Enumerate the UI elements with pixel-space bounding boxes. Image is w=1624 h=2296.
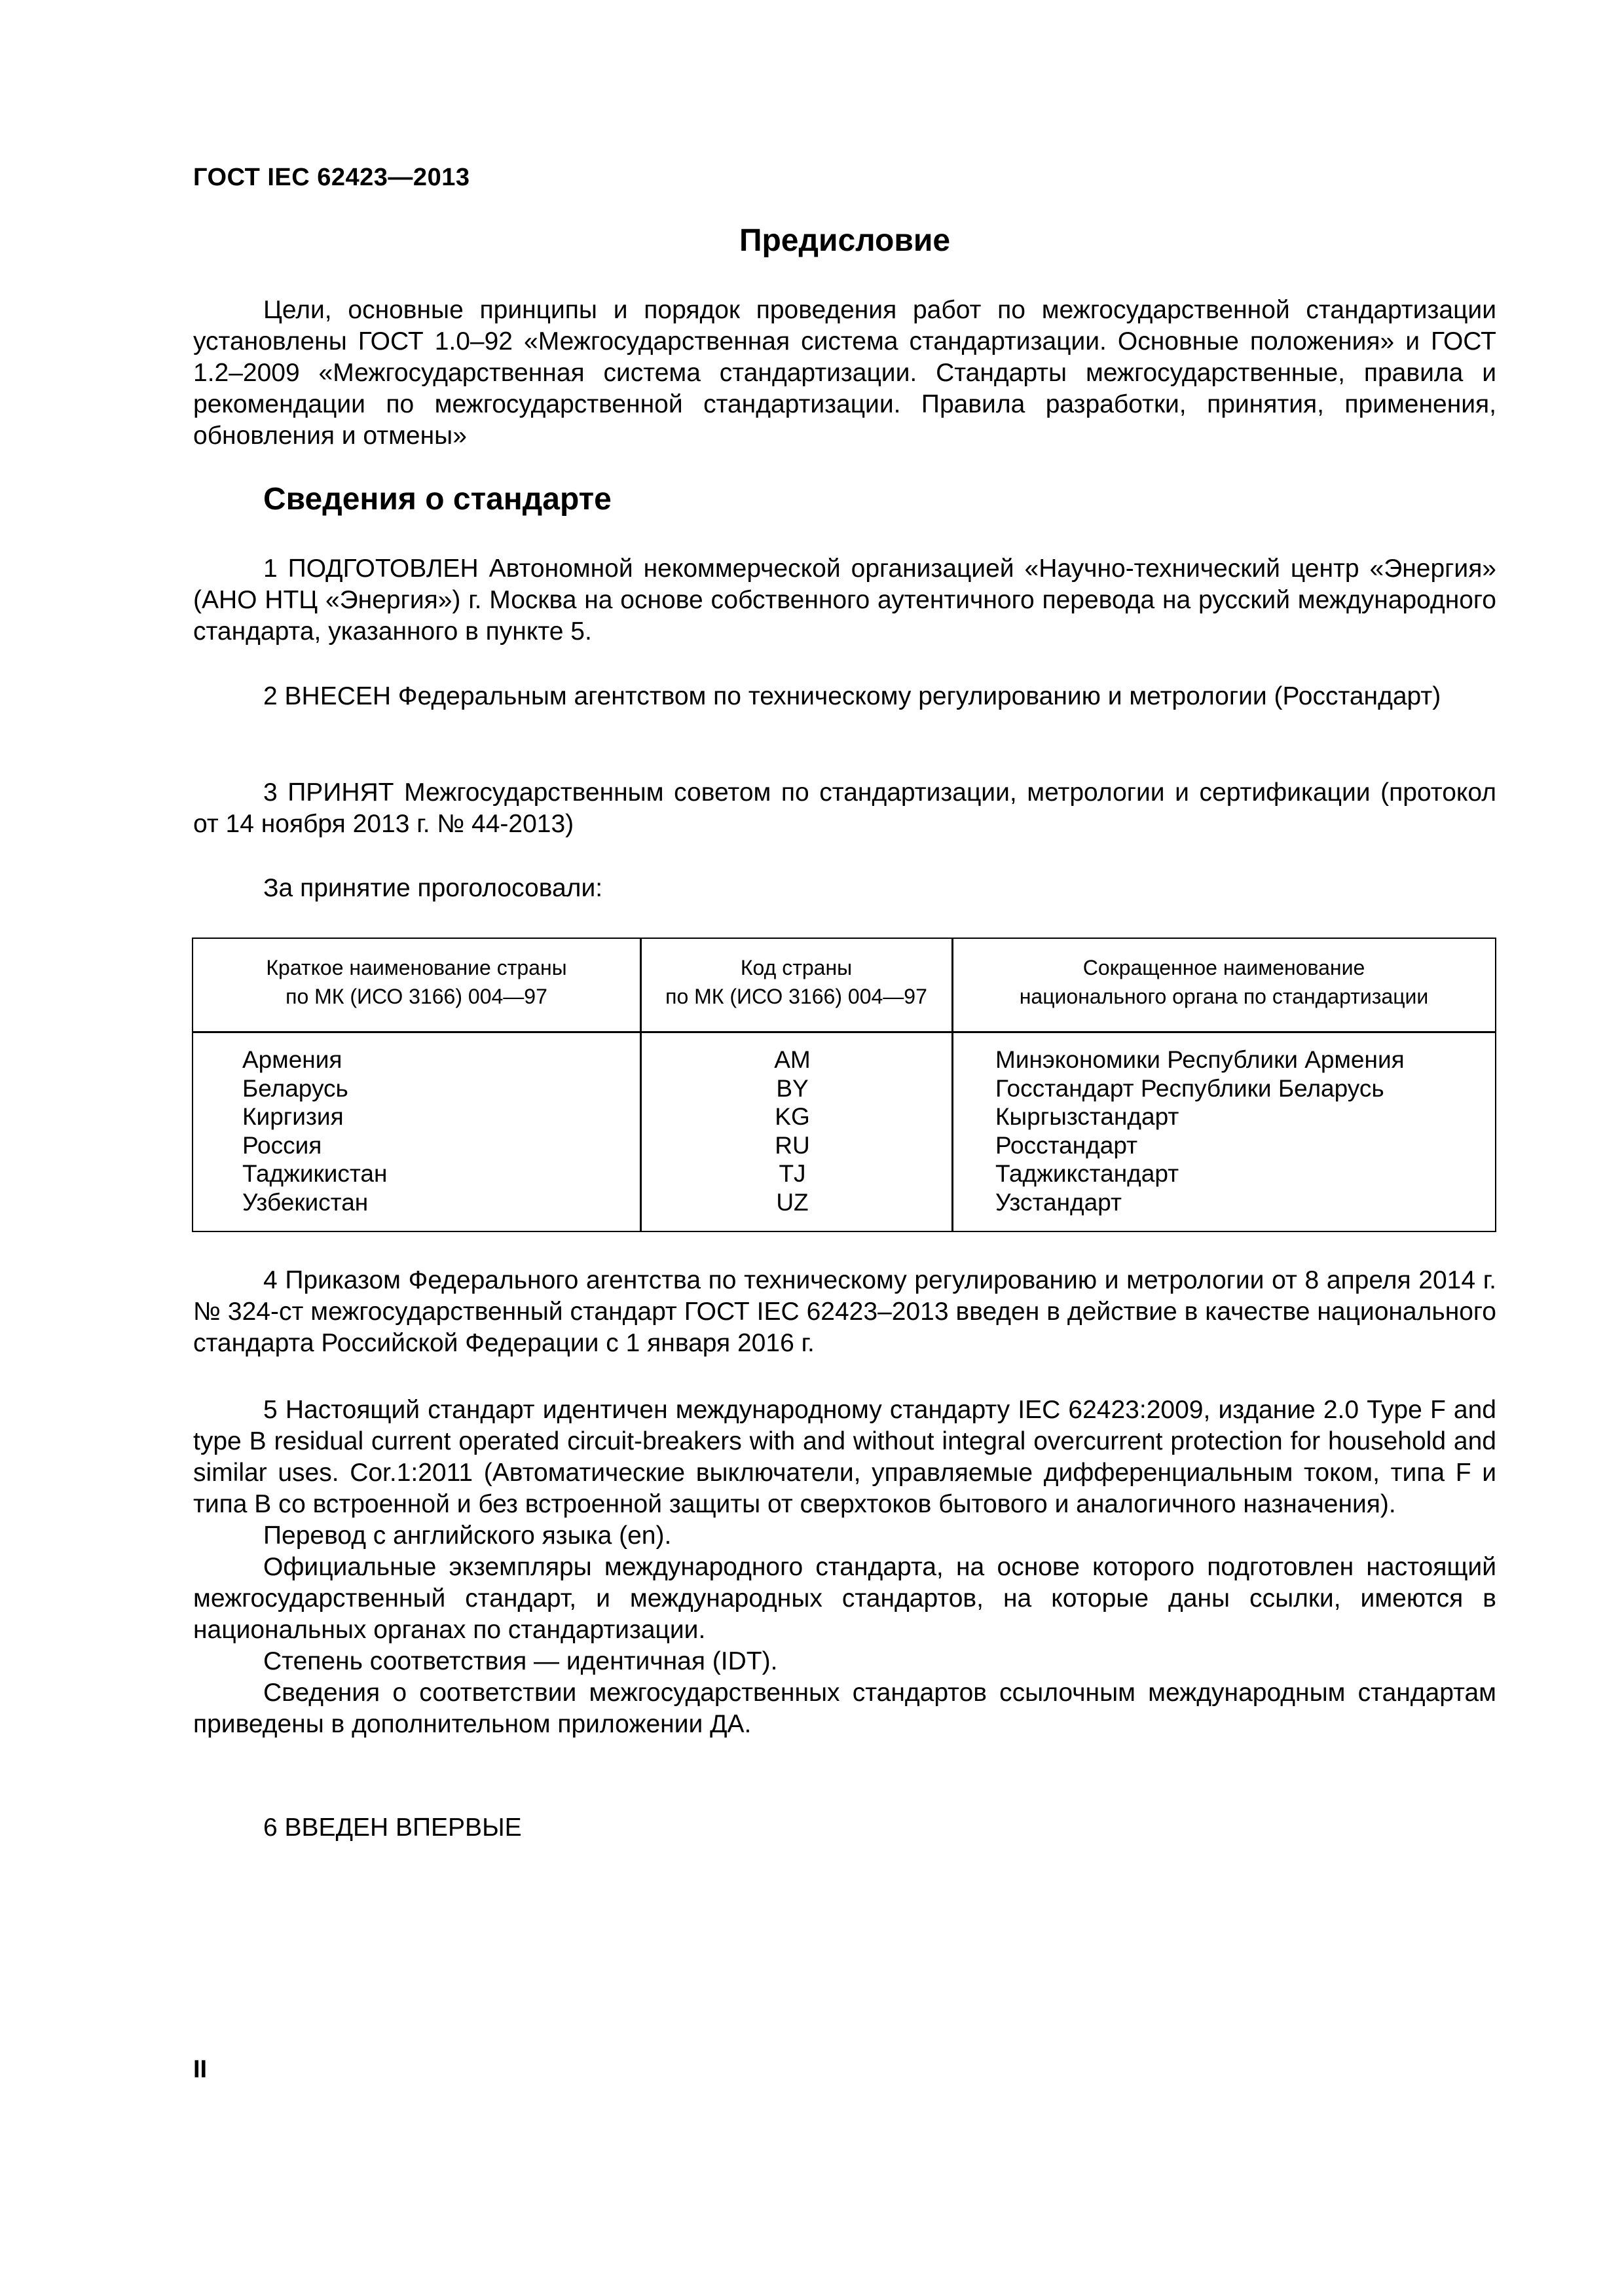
voting-countries-table [192,938,1496,1232]
item-5-section [193,1394,1496,1740]
item-3-section [193,777,1496,840]
preface-title: Предисловие [739,223,951,258]
item-4-paragraph: 4 Приказом Федерального агентства по техническому регулированию и метрологии от 8 апреля 2014 г. № 324-ст межгосударственный стандарт ГОСТ IEC 62423–2013 введен в действие в качестве национального стандарта Российской Федерации с 1 января 2016 г. [193,1266,1496,1357]
item-5-paragraph-1: 5 Настоящий стандарт идентичен международному стандарту IEC 62423:2009, издание 2.0 Type F and type B residual current operated circuit-breakers with and without integral overcurrent protection for household and similar uses. Cor.1:2011 (Автоматические выключатели, управляемые дифференциальным током, типа F и типа B со встроенной и без встроенной защиты от сверхтоков бытового и аналогичного назначения). [193,1396,1496,1518]
table-cell-org: Узстандарт [995,1188,1122,1216]
item-2-paragraph: 2 ВНЕСЕН Федеральным агентством по техническому регулированию и метрологии (Росстандарт) [263,682,1441,710]
table-cell-country: Таджикистан [242,1160,388,1187]
table-header-code-line2: по МК (ИСО 3166) 004—97 [665,985,927,1008]
item-4-section [193,1265,1496,1359]
item-1-paragraph: 1 ПОДГОТОВЛЕН Автономной некоммерческой организацией «Научно-технический центр «Энергия» (АНО НТЦ «Энергия») г. Москва на основе собственного аутентичного перевода на русский международного стандарта, указанного в пункте 5. [193,555,1496,646]
item-6-paragraph: 6 ВВЕДЕН ВПЕРВЫЕ [263,1813,522,1842]
item-6-section [193,1812,1496,1844]
table-column-org [995,1046,1480,1216]
table-cell-org: Кыргызстандарт [995,1103,1179,1130]
page-number: II [193,2056,208,2083]
table-cell-code: UZ [776,1188,809,1216]
table-header-code [641,953,951,1019]
table-cell-code: BY [776,1074,809,1102]
table-cell-code: KG [775,1103,810,1130]
table-cell-code: AM [774,1046,811,1073]
item-5-paragraph-3: Официальные экземпляры международного стандарта, на основе которого подготовлен настоящий межгосударственный стандарт, и международных стандартов, на которые даны ссылки, имеются в национальных органах по стандартизации. [193,1553,1496,1644]
item-1-section [193,553,1496,647]
table-cell-country: Армения [242,1046,342,1073]
table-cell-code: RU [775,1131,810,1159]
table-column-country [242,1046,622,1216]
item-2-section [193,681,1496,712]
table-cell-country: Беларусь [242,1074,348,1102]
votes-intro-section [193,873,1496,904]
table-cell-org: Минэкономики Республики Армения [995,1046,1405,1073]
preface-section [193,295,1496,452]
table-header-divider [193,1031,1495,1033]
table-header-org [953,953,1495,1019]
table-cell-code: TJ [779,1160,806,1187]
standard-info-title: Сведения о стандарте [263,482,612,517]
table-cell-org: Таджикстандарт [995,1160,1179,1187]
table-header-country-line2: по МК (ИСО 3166) 004—97 [286,985,547,1008]
item-3-paragraph: 3 ПРИНЯТ Межгосударственным советом по стандартизации, метрологии и сертификации (протокол от 14 ноября 2013 г. № 44-2013) [193,778,1496,838]
item-5-paragraph-4: Степень соответствия — идентичная (IDT). [263,1647,778,1675]
table-cell-org: Госстандарт Республики Беларусь [995,1074,1384,1102]
table-header-org-line1: Сокращенное наименование [1082,956,1365,979]
table-cell-country: Россия [242,1131,322,1159]
table-header-country [193,953,640,1019]
table-cell-org: Росстандарт [995,1131,1138,1159]
document-code-header: ГОСТ IEC 62423—2013 [193,164,470,191]
table-cell-country: Узбекистан [242,1188,369,1216]
item-5-paragraph-5: Сведения о соответствии межгосударственных стандартов ссылочным международным стандартам приведены в дополнительном приложении ДА. [193,1679,1496,1738]
table-cell-country: Киргизия [242,1103,344,1130]
table-header-code-line1: Код страны [740,956,853,979]
table-header-org-line2: национального органа по стандартизации [1019,985,1429,1008]
preface-paragraph: Цели, основные принципы и порядок проведения работ по межгосударственной стандартизации установлены ГОСТ 1.0–92 «Межгосударственная система стандартизации. Основные положения» и ГОСТ 1.2–2009 «Межгосударственная система стандартизации. Стандарты межгосударственные, правила и рекомендации по межгосударственной стандартизации. Правила разработки, принятия, применения, обновления и отмены» [193,296,1496,450]
item-5-paragraph-2: Перевод с английского языка (en). [263,1522,672,1550]
table-header-country-line1: Краткое наименование страны [266,956,567,979]
table-column-code [638,1046,946,1216]
votes-intro-text: За принятие проголосовали: [263,874,603,902]
